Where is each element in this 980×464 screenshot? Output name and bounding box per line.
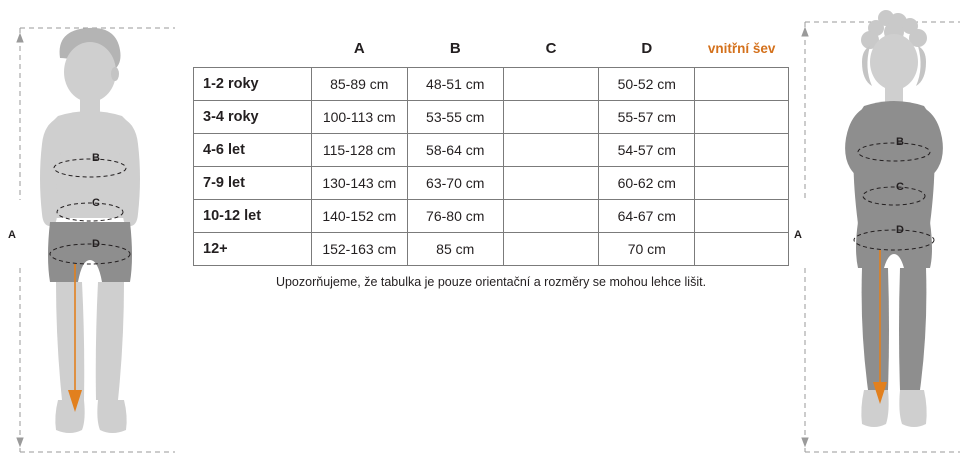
row-seam — [695, 200, 789, 233]
size-table — [193, 40, 789, 266]
row-b: 58-64 cm — [407, 134, 503, 167]
table-row — [194, 68, 789, 101]
row-b: 85 cm — [407, 233, 503, 266]
header-a: A — [353, 40, 365, 57]
row-d: 54-57 cm — [599, 134, 695, 167]
letter-B-left: B — [92, 152, 100, 164]
size-table-head — [194, 40, 789, 68]
letter-C-left: C — [92, 197, 100, 209]
header-label — [194, 40, 312, 68]
letter-B-right: B — [896, 136, 904, 148]
header-d: D — [641, 40, 653, 57]
row-a: 115-128 cm — [311, 134, 407, 167]
boy-body — [40, 28, 140, 433]
size-table-body — [194, 68, 789, 266]
row-c — [503, 68, 599, 101]
disclaimer-note: Upozorňujeme, že tabulka je pouze orientační a rozměry se mohou lehce lišit. — [275, 275, 707, 289]
size-table-wrap — [193, 40, 789, 289]
row-a: 85-89 cm — [311, 68, 407, 101]
figure-girl — [790, 0, 980, 464]
row-age: 3-4 roky — [194, 101, 312, 134]
row-a: 152-163 cm — [311, 233, 407, 266]
row-d: 70 cm — [599, 233, 695, 266]
row-c — [503, 167, 599, 200]
row-b: 53-55 cm — [407, 101, 503, 134]
row-d: 55-57 cm — [599, 101, 695, 134]
row-c — [503, 233, 599, 266]
figure-boy-illustration — [0, 0, 190, 464]
letter-C-right: C — [896, 181, 904, 193]
header-c: C — [545, 40, 557, 57]
row-age: 1-2 roky — [194, 68, 312, 101]
row-b: 63-70 cm — [407, 167, 503, 200]
row-d: 60-62 cm — [599, 167, 695, 200]
row-seam — [695, 68, 789, 101]
row-age: 12+ — [194, 233, 312, 266]
letter-D-right: D — [896, 224, 904, 236]
header-row — [194, 40, 789, 68]
letter-D-left: D — [92, 238, 100, 250]
figure-girl-illustration — [790, 0, 980, 464]
row-seam — [695, 134, 789, 167]
row-seam — [695, 101, 789, 134]
row-c — [503, 101, 599, 134]
table-row — [194, 134, 789, 167]
letter-A-right: A — [794, 229, 802, 241]
header-b: B — [449, 40, 461, 57]
row-b: 48-51 cm — [407, 68, 503, 101]
row-seam — [695, 233, 789, 266]
table-row — [194, 233, 789, 266]
row-d: 50-52 cm — [599, 68, 695, 101]
table-row — [194, 101, 789, 134]
row-d: 64-67 cm — [599, 200, 695, 233]
row-b: 76-80 cm — [407, 200, 503, 233]
row-age: 10-12 let — [194, 200, 312, 233]
girl-body — [845, 10, 943, 427]
height-arrow — [802, 28, 808, 446]
table-row — [194, 167, 789, 200]
row-a: 140-152 cm — [311, 200, 407, 233]
row-c — [503, 200, 599, 233]
letter-A-left: A — [8, 229, 16, 241]
row-a: 130-143 cm — [311, 167, 407, 200]
table-row — [194, 200, 789, 233]
header-inner-seam: vnitřní šev — [707, 41, 776, 56]
row-c — [503, 134, 599, 167]
row-a: 100-113 cm — [311, 101, 407, 134]
figure-boy — [0, 0, 190, 464]
row-age: 7-9 let — [194, 167, 312, 200]
row-seam — [695, 167, 789, 200]
row-age: 4-6 let — [194, 134, 312, 167]
